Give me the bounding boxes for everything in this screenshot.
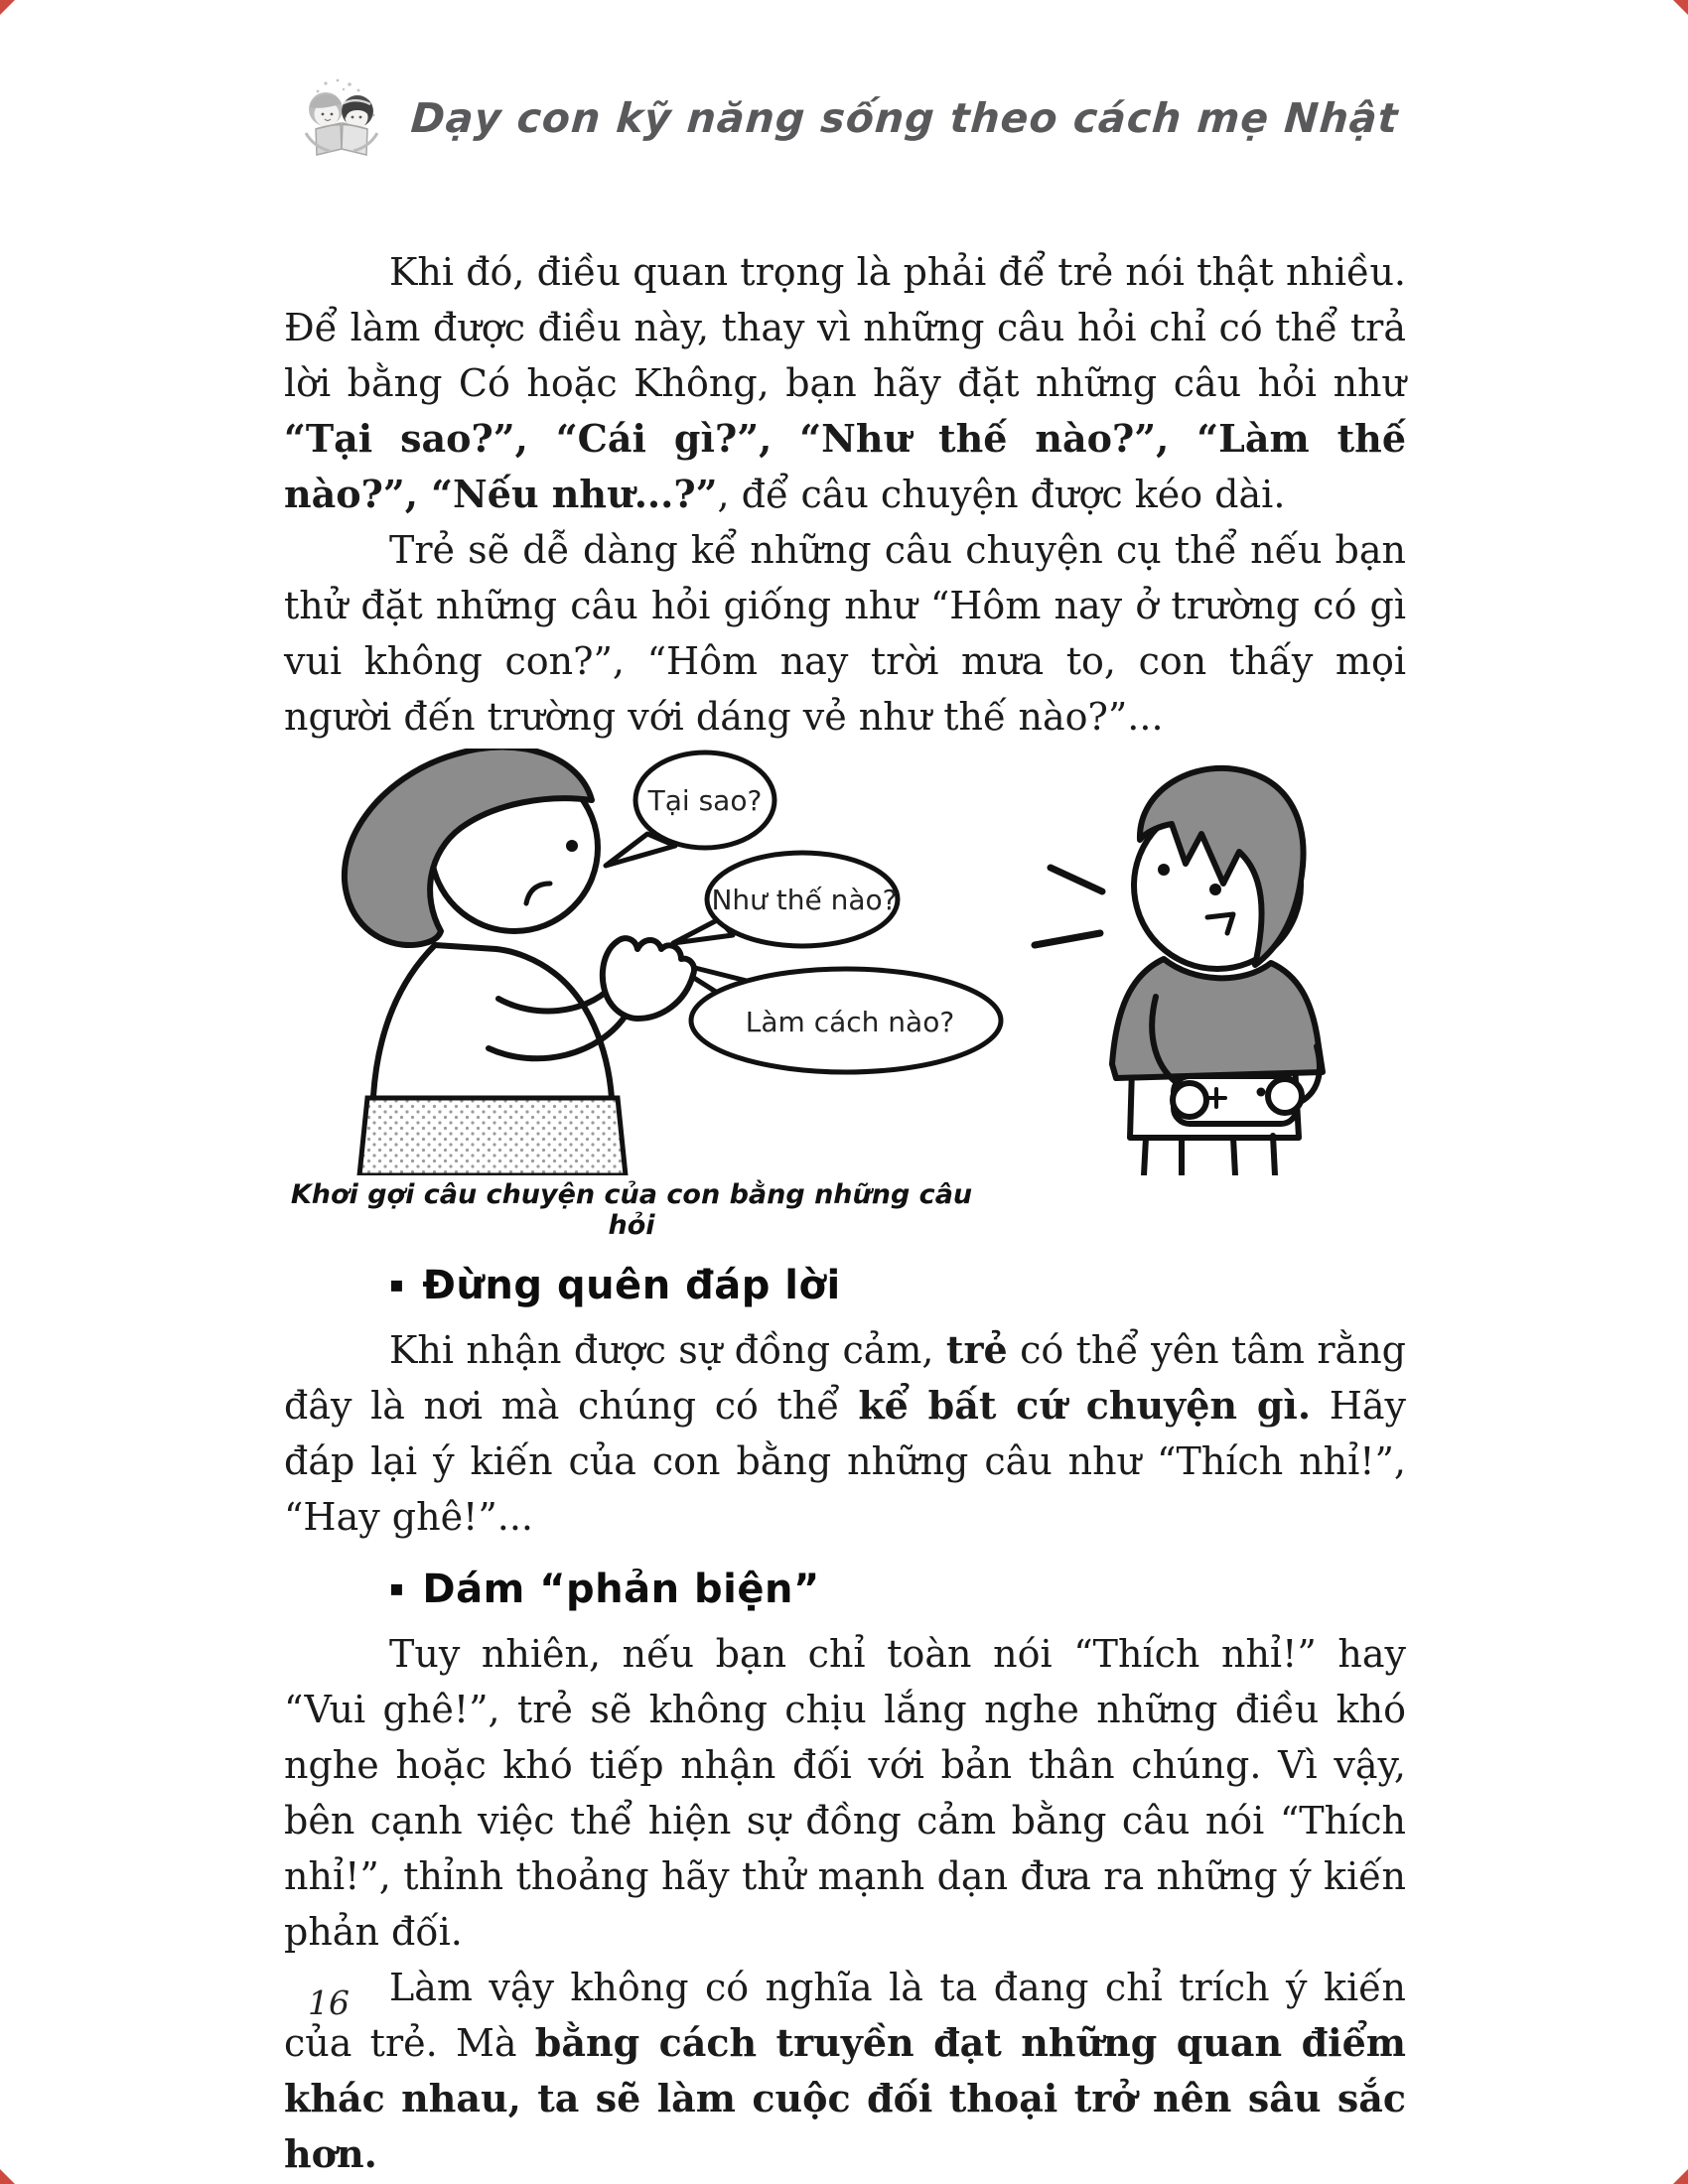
section-heading-debate: ▪ Dám “phản biện” [389,1567,820,1612]
section-heading-reply: ▪ Đừng quên đáp lời [389,1263,841,1308]
boy-figure [1035,768,1323,1175]
page-number: 16 [308,1983,350,2022]
svg-text:Như thế nào?: Như thế nào? [711,884,898,916]
paragraph-4: Tuy nhiên, nếu bạn chỉ toàn nói “Thích nhỉ!” hay “Vui ghê!”, trẻ sẽ không chịu lắng nghe những điều khó nghe hoặc khó tiếp nhận đối với bản thân chúng. Vì vậy, bên cạnh việc thể hiện sự đồng cảm bằng câu nói “Thích nhỉ!”, thỉnh thoảng hãy thử mạnh dạn đưa ra những ý kiến phản đối. [284,1632,1406,1954]
paragraph-1: Khi đó, điều quan trọng là phải để trẻ nói thật nhiều. Để làm được điều này, thay vì những câu hỏi chỉ có thể trả lời bằng Có hoặc Không, bạn hãy đặt những câu hỏi như “Tại sao?”, “Cái gì?”, “Như thế nào?”, “Làm thế nào?”, “Nếu như...?”, để câu chuyện được kéo dài. [284,250,1406,516]
svg-text:Làm cách nào?: Làm cách nào? [745,1006,955,1038]
page-header [296,77,1398,159]
paragraph-2: Trẻ sẽ dễ dàng kể những câu chuyện cụ thể nếu bạn thử đặt những câu hỏi giống như “Hôm nay ở trường có gì vui không con?”, “Hôm nay trời mưa to, con thấy mọi người đến trường với dáng vẻ như thế nào?”... [284,528,1406,739]
children-reading-logo-icon [296,77,395,159]
speech-bubble-in-what-way [667,961,1001,1072]
book-title: Dạy con kỹ năng sống theo cách mẹ Nhật [409,94,1400,142]
corner-mark [0,2169,15,2184]
illustration-caption: Khơi gợi câu chuyện của con bằng những câu hỏi [290,1179,973,1241]
page-content [284,244,1406,2182]
speech-bubble-how [673,853,898,946]
paragraph-3: Khi nhận được sự đồng cảm, trẻ có thể yên tâm rằng đây là nơi mà chúng có thể kể bất cứ chuyện gì. Hãy đáp lại ý kiến của con bằng những câu như “Thích nhỉ!”, “Hay ghê!”... [284,1327,1406,1539]
corner-mark [1673,2169,1688,2184]
speech-bubble-why [606,752,774,866]
corner-mark [0,0,15,15]
corner-mark [1673,0,1688,15]
illustration [284,749,1406,1175]
square-bullet-icon: ▪ [389,1576,405,1601]
square-bullet-icon: ▪ [389,1273,405,1297]
paragraph-5: Làm vậy không có nghĩa là ta đang chỉ trích ý kiến của trẻ. Mà bằng cách truyền đạt những quan điểm khác nhau, ta sẽ làm cuộc đối thoại trở nên sâu sắc hơn. [284,1966,1406,2176]
svg-text:Tại sao?: Tại sao? [647,784,763,817]
